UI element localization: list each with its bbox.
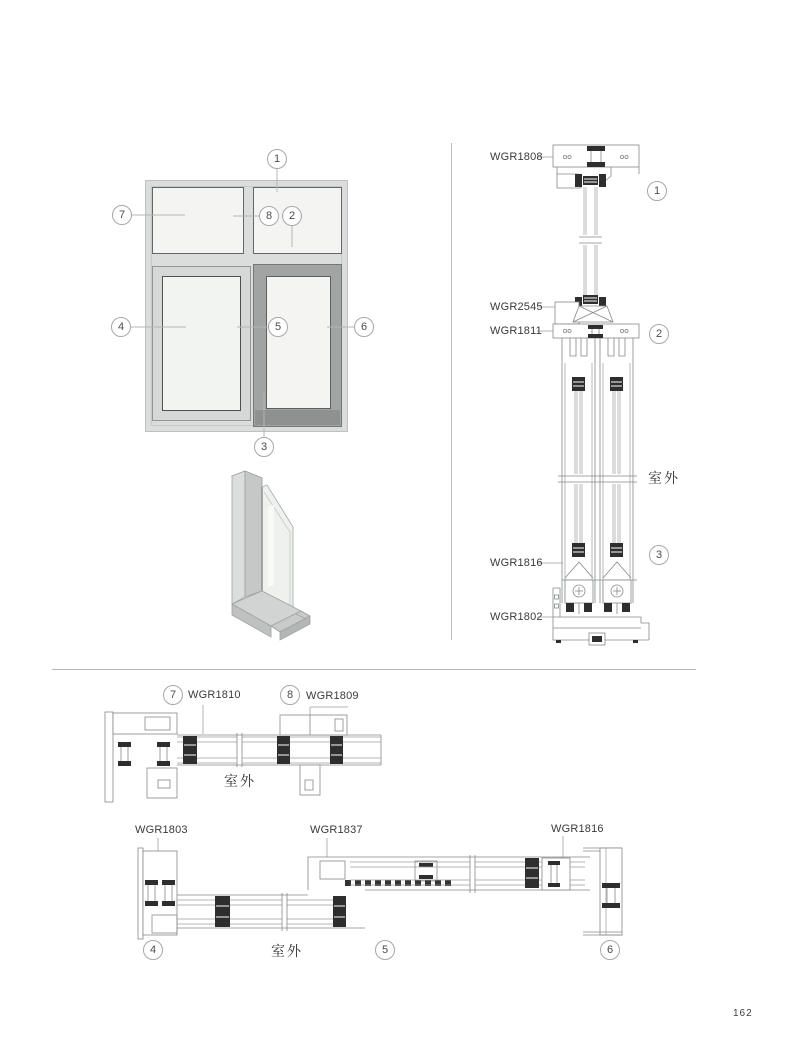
section-callout-1-num: 1 [653, 185, 661, 197]
callout-6-num: 6 [360, 321, 368, 333]
outdoor-label-vertical [648, 468, 680, 488]
section-callout-2-num: 2 [655, 328, 663, 340]
sliding-sash-sections [558, 363, 637, 603]
wgr1810-text: WGR1810 [188, 689, 241, 701]
plan-top-callout-8 [280, 685, 300, 705]
plan-bottom-callout-4 [143, 940, 163, 960]
section-callout-3 [649, 545, 669, 565]
part-label-wgr1809 [306, 690, 359, 702]
wgr2545-text: WGR2545 [490, 301, 543, 313]
callout-2-num: 2 [288, 210, 296, 222]
profile-wgr1811 [553, 324, 639, 338]
wgr1808-text: WGR1808 [490, 151, 543, 163]
callout-8 [259, 206, 279, 226]
vertical-section-drawing [453, 130, 663, 650]
callout-7-num: 7 [118, 209, 126, 221]
outdoor-label-plan-top [224, 771, 256, 791]
callout-6 [354, 317, 374, 337]
part-label-wgr1802 [490, 611, 543, 623]
plan-top-callout-7 [163, 685, 183, 705]
plan-section-bottom-drawing [130, 825, 630, 960]
plan-callout-5-num: 5 [381, 944, 389, 956]
plan-bottom-left-jamb [138, 848, 177, 939]
part-label-wgr2545 [490, 301, 543, 313]
wgr1803-text: WGR1803 [135, 824, 188, 836]
callout-2 [282, 206, 302, 226]
callout-3-num: 3 [260, 441, 268, 453]
horizontal-divider [52, 669, 696, 670]
callout-4 [111, 317, 131, 337]
plan-callout-7-num: 7 [169, 689, 177, 701]
callout-3 [254, 437, 274, 457]
callout-8-num: 8 [265, 210, 273, 222]
section-callout-2 [649, 324, 669, 344]
sash-head-channels [562, 338, 633, 363]
outdoor-label-plan-bottom [271, 941, 303, 961]
part-label-wgr1816-bottom [551, 823, 604, 835]
outdoor-vertical-text: 室外 [648, 470, 680, 486]
part-label-wgr1816 [490, 557, 543, 569]
plan-bottom-right-jamb [583, 848, 622, 935]
part-label-wgr1810 [188, 689, 241, 701]
profile-wgr1816-interlock [562, 562, 637, 580]
plan-bottom-inner-band [177, 893, 365, 931]
outdoor-plan-bottom-text: 室外 [271, 943, 303, 959]
plan-callout-8-num: 8 [286, 689, 294, 701]
wgr1816-bottom-text: WGR1816 [551, 823, 604, 835]
callout-7 [112, 205, 132, 225]
page-number [733, 1008, 753, 1019]
callout-1 [267, 149, 287, 169]
callout-4-num: 4 [117, 321, 125, 333]
wgr1816-text: WGR1816 [490, 557, 543, 569]
plan-top-glazing-band [177, 733, 381, 767]
page-number-text: 162 [733, 1008, 753, 1019]
part-label-wgr1811 [490, 325, 542, 337]
plan-bottom-callout-6 [600, 940, 620, 960]
wgr1837-text: WGR1837 [310, 824, 363, 836]
corner-sample-3d [218, 465, 343, 650]
part-label-wgr1808 [490, 151, 543, 163]
wgr1802-text: WGR1802 [490, 611, 543, 623]
plan-bottom-callout-5 [375, 940, 395, 960]
fixed-glazing-unit [575, 174, 606, 310]
plan-callout-6-num: 6 [606, 944, 614, 956]
section-callout-1 [647, 181, 667, 201]
sash-rollers [565, 580, 631, 614]
callout-5-num: 5 [274, 321, 282, 333]
plan-bottom-outer-band [308, 855, 590, 893]
plan-top-left-jamb [105, 712, 177, 802]
part-label-wgr1803 [135, 824, 188, 836]
elevation-leader-lines [100, 140, 390, 470]
wgr1809-text: WGR1809 [306, 690, 359, 702]
outdoor-plan-top-text: 室外 [224, 773, 256, 789]
wgr1811-text: WGR1811 [490, 325, 542, 337]
callout-1-num: 1 [273, 153, 281, 165]
plan-callout-4-num: 4 [149, 944, 157, 956]
section-callout-3-num: 3 [655, 549, 663, 561]
vertical-divider [451, 143, 452, 640]
part-label-wgr1837 [310, 824, 363, 836]
callout-5 [268, 317, 288, 337]
